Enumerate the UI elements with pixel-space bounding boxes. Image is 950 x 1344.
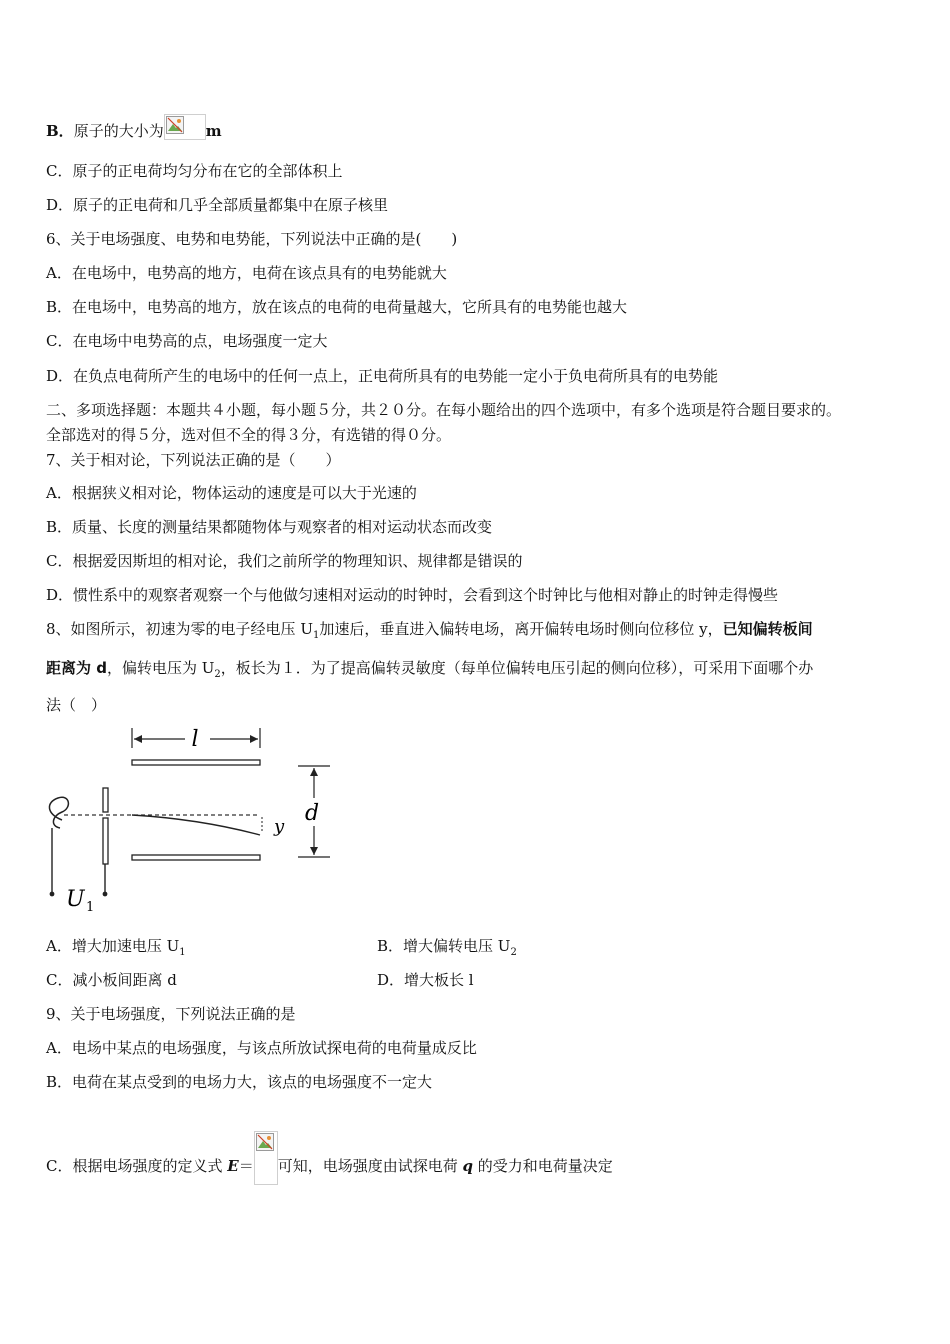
q5-option-b-label: B． (46, 122, 74, 140)
q9-option-b: B．电荷在某点受到的电场力大，该点的电场强度不一定大 (46, 1073, 433, 1091)
q8-option-b-sub: 2 (510, 947, 517, 958)
section2-heading-line1: 二、多项选择题：本题共４小题，每小题５分，共２０分。在每小题给出的四个选项中，有多个选项是符合题目要求的。 (46, 401, 842, 419)
section2-heading-line2: 全部选对的得５分，选对但不全的得３分，有选错的得０分。 (46, 426, 452, 444)
q7-option-b: B．质量、长度的测量结果都随物体与观察者的相对运动状态而改变 (46, 518, 493, 536)
q8-option-a-sub: 1 (179, 947, 186, 958)
q9-option-a: A．电场中某点的电场强度，与该点所放试探电荷的电荷量成反比 (46, 1039, 477, 1057)
q6-stem: 6、关于电场强度、电势和电势能，下列说法中正确的是( ) (46, 230, 458, 248)
broken-image-icon (164, 114, 206, 140)
q9-option-c-symbol-e: E (227, 1157, 239, 1175)
q6-option-b: B．在电场中，电势高的地方，放在该点的电荷的电荷量越大，它所具有的电势能也越大 (46, 298, 628, 316)
q8-option-a (46, 936, 186, 963)
q5-option-b-unit: m (205, 122, 222, 140)
q6-option-a: A．在电场中，电势高的地方，电荷在该点具有的电势能就大 (46, 264, 447, 282)
q7-option-a: A．根据狭义相对论，物体运动的速度是可以大于光速的 (46, 484, 417, 502)
plate-distance-label: d (304, 801, 320, 826)
q8-stem-line2-part2: ，板长为１．为了提高偏转灵敏度（每单位偏转电压引起的侧向位移），可采用下面哪个办 (220, 659, 814, 677)
deflection-y-label: y (274, 816, 285, 837)
q5-option-d: D．原子的正电荷和几乎全部质量都集中在原子核里 (46, 196, 389, 214)
q8-stem-line1-sub: 1 (312, 630, 320, 641)
q7-stem: 7、关于相对论，下列说法正确的是（ ） (46, 451, 341, 469)
q8-stem-line2 (46, 658, 813, 685)
q8-option-b-text: B．增大偏转电压 U (377, 937, 511, 955)
q5-option-b-text: 原子的大小为 (73, 122, 164, 140)
voltage-label: U (66, 887, 85, 912)
q9-option-c-equals: ＝ (238, 1157, 254, 1175)
q8-option-b (377, 936, 517, 963)
q8-option-d: D．增大板长 l (377, 971, 474, 989)
q8-stem-line1-part2: 加速后，垂直进入偏转电场，离开偏转电场时侧向位移位 y， (319, 620, 723, 638)
q9-option-c-part3: 的受力和电荷量决定 (472, 1157, 613, 1175)
q6-option-d: D．在负点电荷所产生的电场中的任何一点上，正电荷所具有的电势能一定小于负电荷所具有的电势能 (46, 367, 719, 385)
q8-option-a-text: A．增大加速电压 U (46, 937, 180, 955)
broken-image-icon (254, 1131, 278, 1185)
q7-option-c: C．根据爱因斯坦的相对论，我们之前所学的物理知识、规律都是错误的 (46, 552, 523, 570)
q7-option-d: D．惯性系中的观察者观察一个与他做匀速相对运动的时钟时，会看到这个时钟比与他相对静止的时钟走得慢些 (46, 586, 779, 604)
q8-stem-line3: 法（ ） (46, 696, 107, 714)
q8-deflection-diagram (40, 722, 340, 922)
voltage-label-sub: 1 (86, 900, 95, 915)
q9-option-c (46, 1131, 613, 1185)
q9-option-c-part2: 可知，电场强度由试探电荷 (277, 1157, 463, 1175)
q8-stem-line2-sub: 2 (214, 669, 221, 680)
q5-option-c: C．原子的正电荷均匀分布在它的全部体积上 (46, 162, 343, 180)
q5-option-b (46, 114, 222, 141)
q8-stem-line1 (46, 619, 813, 646)
q8-stem-line2-bold: 距离为 d (46, 659, 107, 677)
q8-stem-line2-part1: ，偏转电压为 U (106, 659, 215, 677)
q8-option-c: C．减小板间距离 d (46, 971, 177, 989)
q9-stem: 9、关于电场强度，下列说法正确的是 (46, 1005, 296, 1023)
q8-stem-line1-part1: 8、如图所示，初速为零的电子经电压 U (46, 620, 313, 638)
q9-option-c-part1: C．根据电场强度的定义式 (46, 1157, 228, 1175)
q8-stem-line1-bold: 已知偏转板间 (722, 620, 813, 638)
q6-option-c: C．在电场中电势高的点，电场强度一定大 (46, 332, 328, 350)
length-label: l (191, 727, 199, 752)
deflection-apparatus-svg (40, 722, 340, 922)
q9-option-c-symbol-q: q (462, 1157, 473, 1175)
